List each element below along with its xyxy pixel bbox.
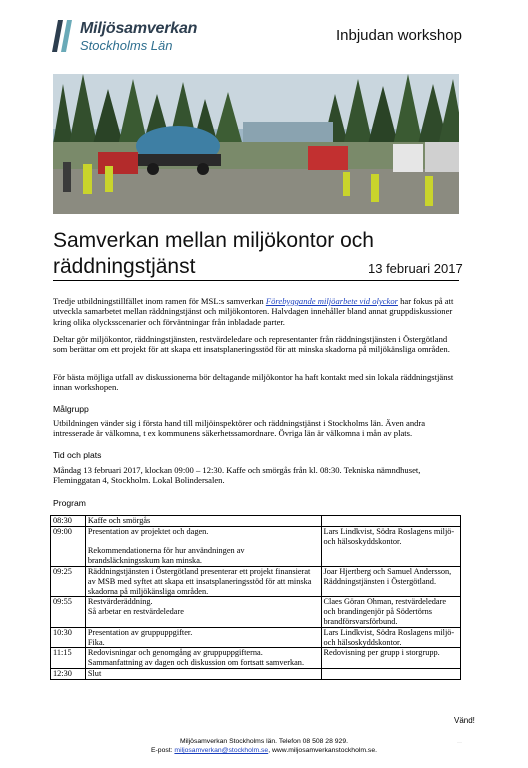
org-name: Miljösamverkan xyxy=(80,20,198,37)
target-heading: Målgrupp xyxy=(53,404,89,414)
time-place-text: Måndag 13 februari 2017, klockan 09:00 – 12:30. Kaffe och smörgås från kl. 08:30. Tekniska nämndhuset, Fleminggatan 4, Stockholm. Lokal Bolindersalen. xyxy=(53,465,421,486)
page-code: ····· xyxy=(457,741,462,745)
program-activity-text: Redovisningar och genomgång av gruppuppgifterna. Sammanfattning av dagen och diskussion om fortsatt samverkan. xyxy=(87,648,305,668)
program-responsible: Claes Göran Ohman, restvärdeledare och brandingenjör på Södertörns brandförsvarsförbund. xyxy=(321,597,461,627)
program-activity xyxy=(85,668,321,679)
program-responsible: Lars Lindkvist, Södra Roslagens miljö- och hälsoskyddskontor. xyxy=(321,627,461,648)
program-time: 08:30 xyxy=(51,516,86,527)
program-responsible: Lars Lindkvist, Södra Roslagens miljö- och hälsoskyddskontor. xyxy=(321,526,461,566)
table-row xyxy=(51,648,461,669)
org-subtitle: Stockholms Län xyxy=(80,38,173,53)
program-activity-text: Slut xyxy=(87,668,102,678)
target-text: Utbildningen vänder sig i första hand till miljöinspektörer och räddningstjänst i Stockholms län. Även andra intresserade är välkomna, t ex kommunens säkerhetssamordnare. Övriga län är välkomna i mån av plats. xyxy=(53,418,426,439)
program-activity xyxy=(85,516,321,527)
program-activity-text: Restvärderäddning. xyxy=(87,597,153,607)
program-responsible xyxy=(321,668,461,679)
table-row xyxy=(51,597,461,627)
intro-paragraph-3: För bästa möjliga utfall av diskussionerna bör deltagande miljökontor ha haft kontakt med sin lokala räddningstjänst innan workshopen. xyxy=(53,372,454,393)
program-table xyxy=(50,515,461,680)
program-activity-text: Presentation av gruppuppgifter. xyxy=(87,627,193,637)
program-time: 09:00 xyxy=(51,526,86,566)
program-activity-note: Rekommendationerna för hur användningen av brandsläckningsskum kan minska. xyxy=(87,546,245,566)
logo-icon xyxy=(50,20,76,52)
footer-contact: Miljösamverkan Stockholms län. Telefon 08 508 28 929. xyxy=(179,738,348,745)
program-activity xyxy=(85,648,321,669)
email-link[interactable]: miljosamverkan@stockholm.se xyxy=(174,747,269,754)
program-heading: Program xyxy=(53,498,86,508)
time-place-heading: Tid och plats xyxy=(53,450,102,460)
program-activity-note: Så arbetar en restvärdeledare xyxy=(87,607,184,617)
photo-accident-exercise xyxy=(53,74,459,214)
program-activity-text: Kaffe och smörgås xyxy=(87,516,151,525)
divider xyxy=(53,280,459,281)
program-time: 12:30 xyxy=(51,668,86,679)
program-time: 09:25 xyxy=(51,566,86,596)
program-activity xyxy=(85,627,321,648)
program-activity-text: Presentation av projektet och dagen. xyxy=(87,526,209,536)
event-date: 13 februari 2017 xyxy=(368,261,463,276)
program-responsible: Redovisning per grupp i storgrupp. xyxy=(321,648,461,669)
program-activity-note: Fika. xyxy=(87,637,105,647)
program-time: 09:55 xyxy=(51,597,86,627)
table-row xyxy=(51,526,461,566)
program-responsible xyxy=(321,516,461,527)
program-activity-text: Räddningstjänsten i Östergötland presenterar ett projekt finansierat av MSB med syftet att skapa ett insatsplaneringsstöd för att minska skadorna på miljökänsliga områden. xyxy=(87,566,312,596)
document-type: Inbjudan workshop xyxy=(336,27,462,44)
table-row xyxy=(51,516,461,527)
program-time: 10:30 xyxy=(51,627,86,648)
program-activity xyxy=(85,566,321,596)
table-row xyxy=(51,566,461,596)
intro-paragraph-2: Deltar gör miljökontor, räddningstjänsten, restvärdeledare och representanter från räddningstjänsten i Östergötland som berättar om ett projekt för att skapa ett insatsplaneringsstöd för att minska skadorna på miljökänsliga områden. xyxy=(53,334,450,355)
project-link[interactable]: Förebyggande miljöarbete vid olyckor xyxy=(265,296,398,306)
table-row xyxy=(51,627,461,648)
program-responsible: Joar Hjertberg och Samuel Andersson, Räddningstjänsten i Östergötland. xyxy=(321,566,461,596)
table-row xyxy=(51,668,461,679)
footer-web: E-post: miljosamverkan@stockholm.se, www.miljosamverkanstockholm.se. xyxy=(151,747,377,754)
program-activity xyxy=(85,526,321,566)
page-title: Samverkan mellan miljökontor och räddningstjänst xyxy=(53,229,374,278)
program-time: 11:15 xyxy=(51,648,86,669)
turn-page-note: Vänd! xyxy=(454,716,475,725)
intro-paragraph-1: Tredje utbildningstillfället inom ramen för MSL:s samverkan Förebyggande miljöarbete vid olyckor har fokus på att utveckla samarbetet mellan räddningstjänst och miljökontoren. Halvdagen innehåller bland annat gruppdiskussioner kring olika olycksscenarier och förväntningar från inbladade parter. xyxy=(53,296,454,327)
program-activity xyxy=(85,597,321,627)
